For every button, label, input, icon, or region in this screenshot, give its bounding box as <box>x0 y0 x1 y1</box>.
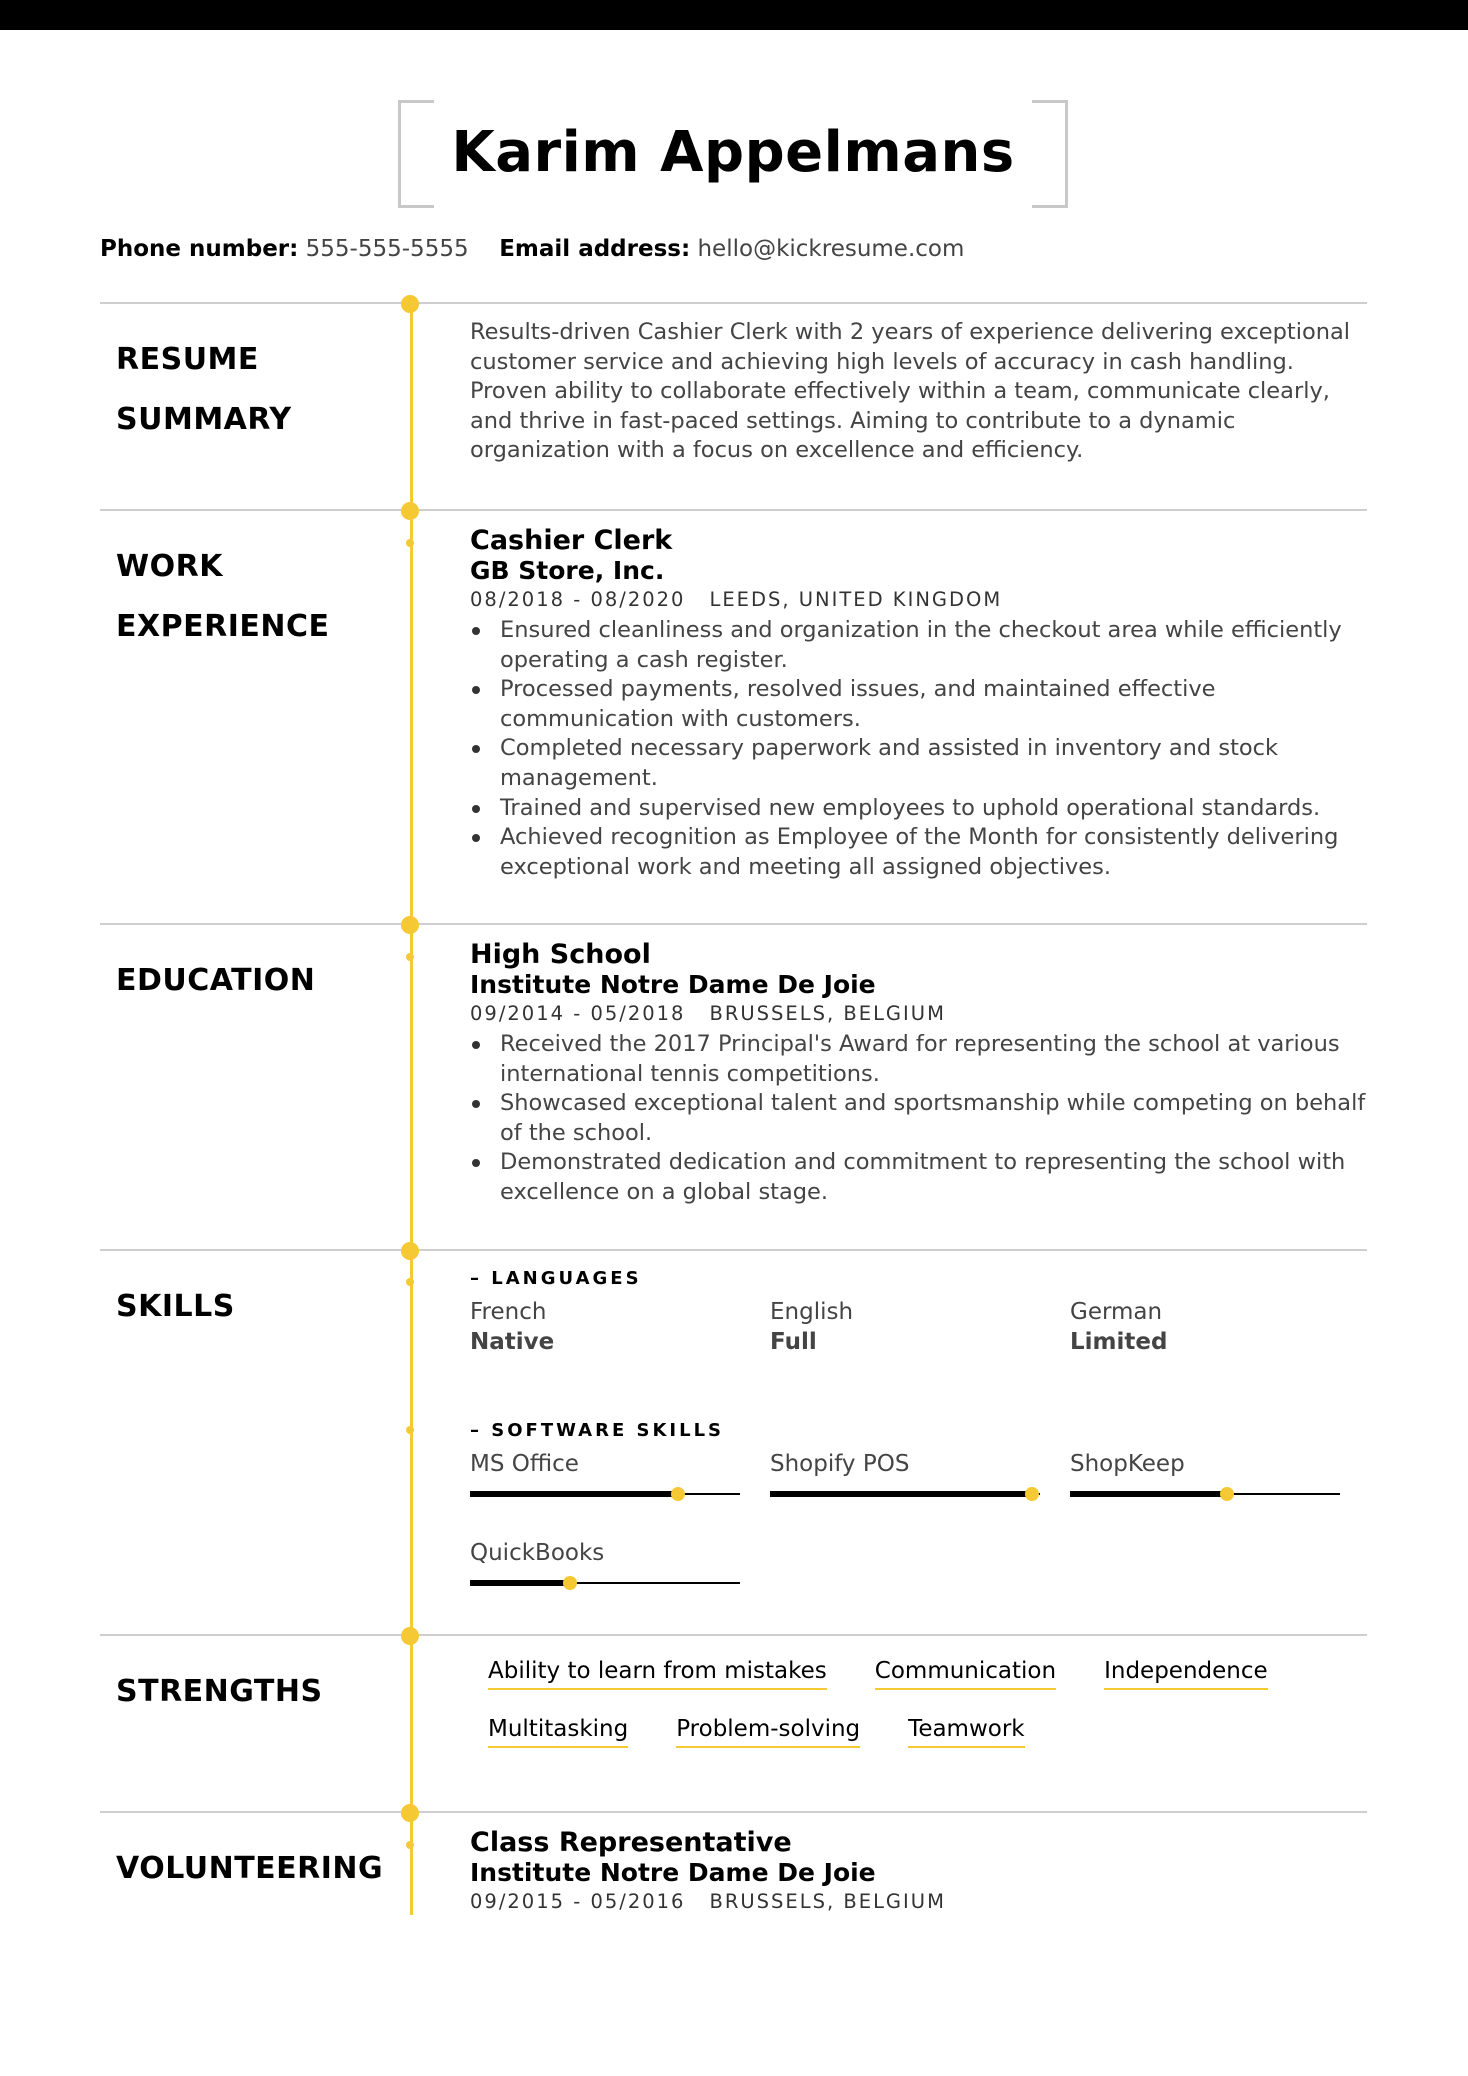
software-skill: Shopify POS <box>770 1449 1070 1538</box>
strength-tag: Ability to learn from mistakes <box>488 1654 827 1690</box>
list-item: Ensured cleanliness and organization in the checkout area while efficiently operating a cash register. <box>470 616 1370 675</box>
software-heading: – SOFTWARE SKILLS <box>470 1420 725 1441</box>
timeline-dot-small <box>406 1278 414 1286</box>
list-item: Processed payments, resolved issues, and maintained effective communication with customers. <box>470 675 1370 734</box>
software-skill: MS Office <box>470 1449 770 1538</box>
candidate-name: Karim Appelmans <box>451 120 1015 185</box>
phone-label: Phone number: <box>100 236 299 262</box>
volunteer-dates: 09/2015 - 05/2016 <box>470 1890 686 1913</box>
list-item: Achieved recognition as Employee of the Month for consistently delivering exceptional work and meeting all assigned objectives. <box>470 823 1370 882</box>
timeline-dot <box>401 1242 419 1260</box>
section-work-experience <box>100 509 1367 922</box>
volunteer-role: Class Representative <box>470 1827 792 1858</box>
skill-knob <box>563 1576 577 1590</box>
strength-tag: Communication <box>875 1654 1056 1690</box>
education-bullets <box>470 1030 1370 1208</box>
section-title: EDUCATION <box>116 963 316 998</box>
section-volunteering <box>100 1811 1367 1931</box>
section-skills <box>100 1249 1367 1634</box>
employer: GB Store, Inc. <box>470 556 665 585</box>
section-title: STRENGTHS <box>116 1674 323 1709</box>
timeline-dot-small <box>406 1426 414 1434</box>
skill-bar <box>470 1582 740 1584</box>
list-item: Showcased exceptional talent and sportsmanship while competing on behalf of the school. <box>470 1089 1370 1148</box>
job-meta <box>470 586 1370 614</box>
skill-knob <box>1025 1487 1039 1501</box>
language-item: English Full <box>770 1299 854 1355</box>
education-dates: 09/2014 - 05/2018 <box>470 1002 686 1025</box>
software-skill: ShopKeep <box>1070 1449 1370 1538</box>
strength-tag: Independence <box>1104 1654 1268 1690</box>
section-summary <box>100 302 1367 508</box>
list-item: Demonstrated dedication and commitment to representing the school with excellence on a global stage. <box>470 1148 1370 1207</box>
software-skill: QuickBooks <box>470 1538 770 1627</box>
timeline-dot-small <box>406 953 414 961</box>
skill-knob <box>671 1487 685 1501</box>
section-strengths <box>100 1634 1367 1810</box>
job-title: Cashier Clerk <box>470 525 673 556</box>
education-location: BRUSSELS, BELGIUM <box>709 1002 946 1025</box>
email-label: Email address: <box>499 236 691 262</box>
skill-bar <box>470 1493 740 1495</box>
list-item: Trained and supervised new employees to uphold operational standards. <box>470 794 1370 824</box>
strength-tag: Teamwork <box>908 1712 1024 1748</box>
skill-bar <box>1070 1493 1340 1495</box>
timeline-dot <box>401 916 419 934</box>
degree: High School <box>470 939 651 970</box>
timeline-dot <box>401 1627 419 1645</box>
language-item: German Limited <box>1070 1299 1168 1355</box>
strength-tag: Problem-solving <box>676 1712 860 1748</box>
volunteer-meta <box>470 1888 1370 1916</box>
section-title: WORK EXPERIENCE <box>116 549 330 644</box>
name-header <box>398 100 1068 210</box>
languages-list <box>470 1297 1370 1357</box>
section-title: RESUME SUMMARY <box>116 342 292 437</box>
volunteer-org: Institute Notre Dame De Joie <box>470 1858 876 1887</box>
summary-text: Results-driven Cashier Clerk with 2 years of experience delivering exceptional customer service and achieving high levels of accuracy in cash handling. Proven ability to collaborate effectively within a team, communicate clearly, and thrive in fast-paced settings. Aiming to contribute to a dynamic organization with a focus on excellence and efficiency. <box>470 319 1351 464</box>
contact-line <box>100 236 964 262</box>
list-item: Completed necessary paperwork and assisted in inventory and stock management. <box>470 734 1370 793</box>
section-title: VOLUNTEERING <box>116 1851 384 1886</box>
languages-heading: – LANGUAGES <box>470 1268 642 1289</box>
skill-bar <box>770 1493 1040 1495</box>
top-bar <box>0 0 1468 30</box>
job-location: LEEDS, UNITED KINGDOM <box>709 588 1003 611</box>
software-list <box>470 1449 1370 1627</box>
phone-value: 555-555-5555 <box>305 236 469 262</box>
school: Institute Notre Dame De Joie <box>470 970 876 999</box>
timeline-dot <box>401 502 419 520</box>
timeline-dot <box>401 295 419 313</box>
strengths-list <box>470 1654 1330 1770</box>
volunteer-location: BRUSSELS, BELGIUM <box>709 1890 946 1913</box>
language-item: French Native <box>470 1299 555 1355</box>
list-item: Received the 2017 Principal's Award for representing the school at various international tennis competitions. <box>470 1030 1370 1089</box>
timeline-dot-small <box>406 539 414 547</box>
timeline-dot <box>401 1804 419 1822</box>
education-meta <box>470 1000 1370 1028</box>
email-value: hello@kickresume.com <box>697 236 965 262</box>
skill-knob <box>1220 1487 1234 1501</box>
section-title: SKILLS <box>116 1289 235 1324</box>
strength-tag: Multitasking <box>488 1712 628 1748</box>
job-dates: 08/2018 - 08/2020 <box>470 588 686 611</box>
work-bullets <box>470 616 1370 882</box>
timeline-dot-small <box>406 1841 414 1849</box>
section-education <box>100 923 1367 1248</box>
